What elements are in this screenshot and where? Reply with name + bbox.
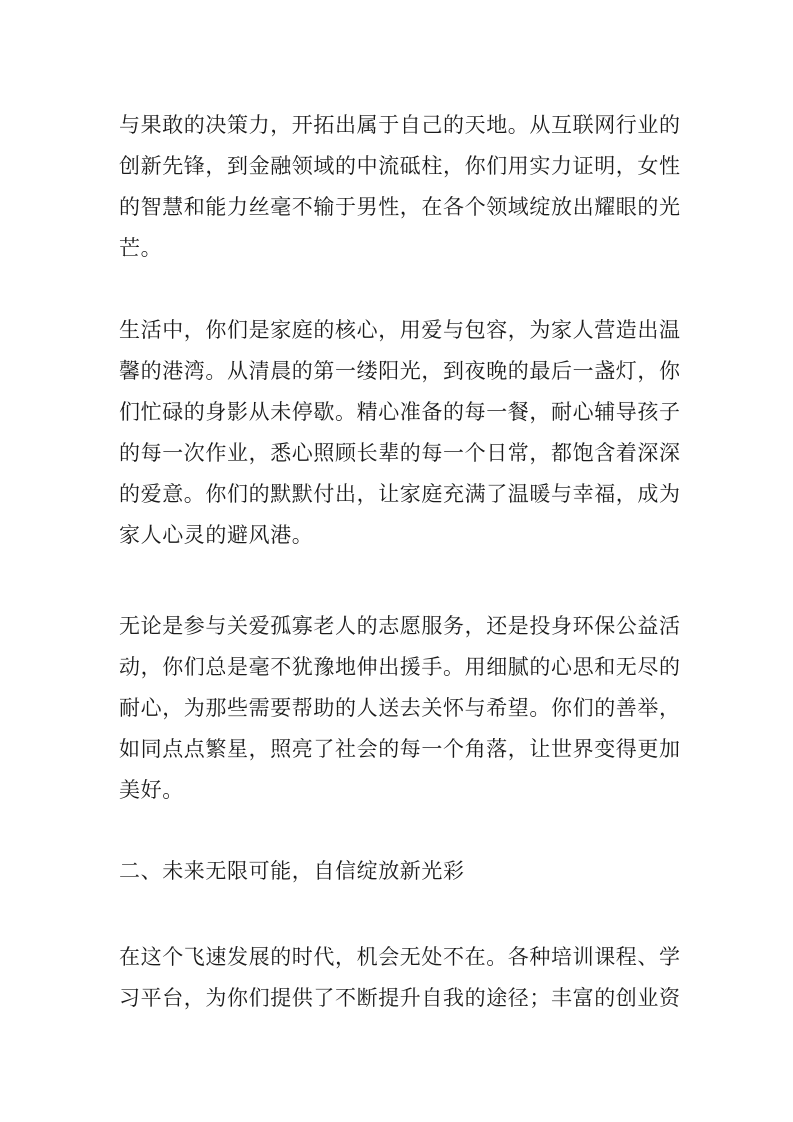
text-line: 习平台，为你们提供了不断提升自我的途径；丰富的创业资 bbox=[119, 986, 681, 1010]
text-line: 在这个飞速发展的时代，机会无处不在。各种培训课程、学 bbox=[119, 945, 681, 969]
text-line: 芒。 bbox=[119, 236, 163, 260]
text-line: 馨的港湾。从清晨的第一缕阳光，到夜晚的最后一盏灯，你 bbox=[119, 359, 681, 383]
text-line: 生活中，你们是家庭的核心，用爱与包容，为家人营造出温 bbox=[119, 318, 681, 342]
text-line: 如同点点繁星，照亮了社会的每一个角落，让世界变得更加 bbox=[119, 737, 681, 761]
text-line: 无论是参与关爱孤寡老人的志愿服务，还是投身环保公益活 bbox=[119, 614, 681, 638]
text-line: 动，你们总是毫不犹豫地伸出援手。用细腻的心思和无尽的 bbox=[119, 655, 681, 679]
text-line: 创新先锋，到金融领域的中流砥柱，你们用实力证明，女性 bbox=[119, 154, 681, 178]
text-line: 美好。 bbox=[119, 778, 184, 802]
text-line: 的爱意。你们的默默付出，让家庭充满了温暖与幸福，成为 bbox=[119, 482, 681, 506]
text-line: 的智慧和能力丝毫不输于男性，在各个领域绽放出耀眼的光 bbox=[119, 195, 681, 219]
text-line: 家人心灵的避风港。 bbox=[119, 523, 314, 547]
text-line: 的每一次作业，悉心照顾长辈的每一个日常，都饱含着深深 bbox=[119, 441, 681, 465]
text-line: 耐心，为那些需要帮助的人送去关怀与希望。你们的善举， bbox=[119, 696, 681, 720]
section-heading: 二、未来无限可能，自信绽放新光彩 bbox=[119, 859, 465, 883]
text-line: 们忙碌的身影从未停歇。精心准备的每一餐，耐心辅导孩子 bbox=[119, 400, 681, 424]
text-line: 与果敢的决策力，开拓出属于自己的天地。从互联网行业的 bbox=[119, 113, 681, 137]
